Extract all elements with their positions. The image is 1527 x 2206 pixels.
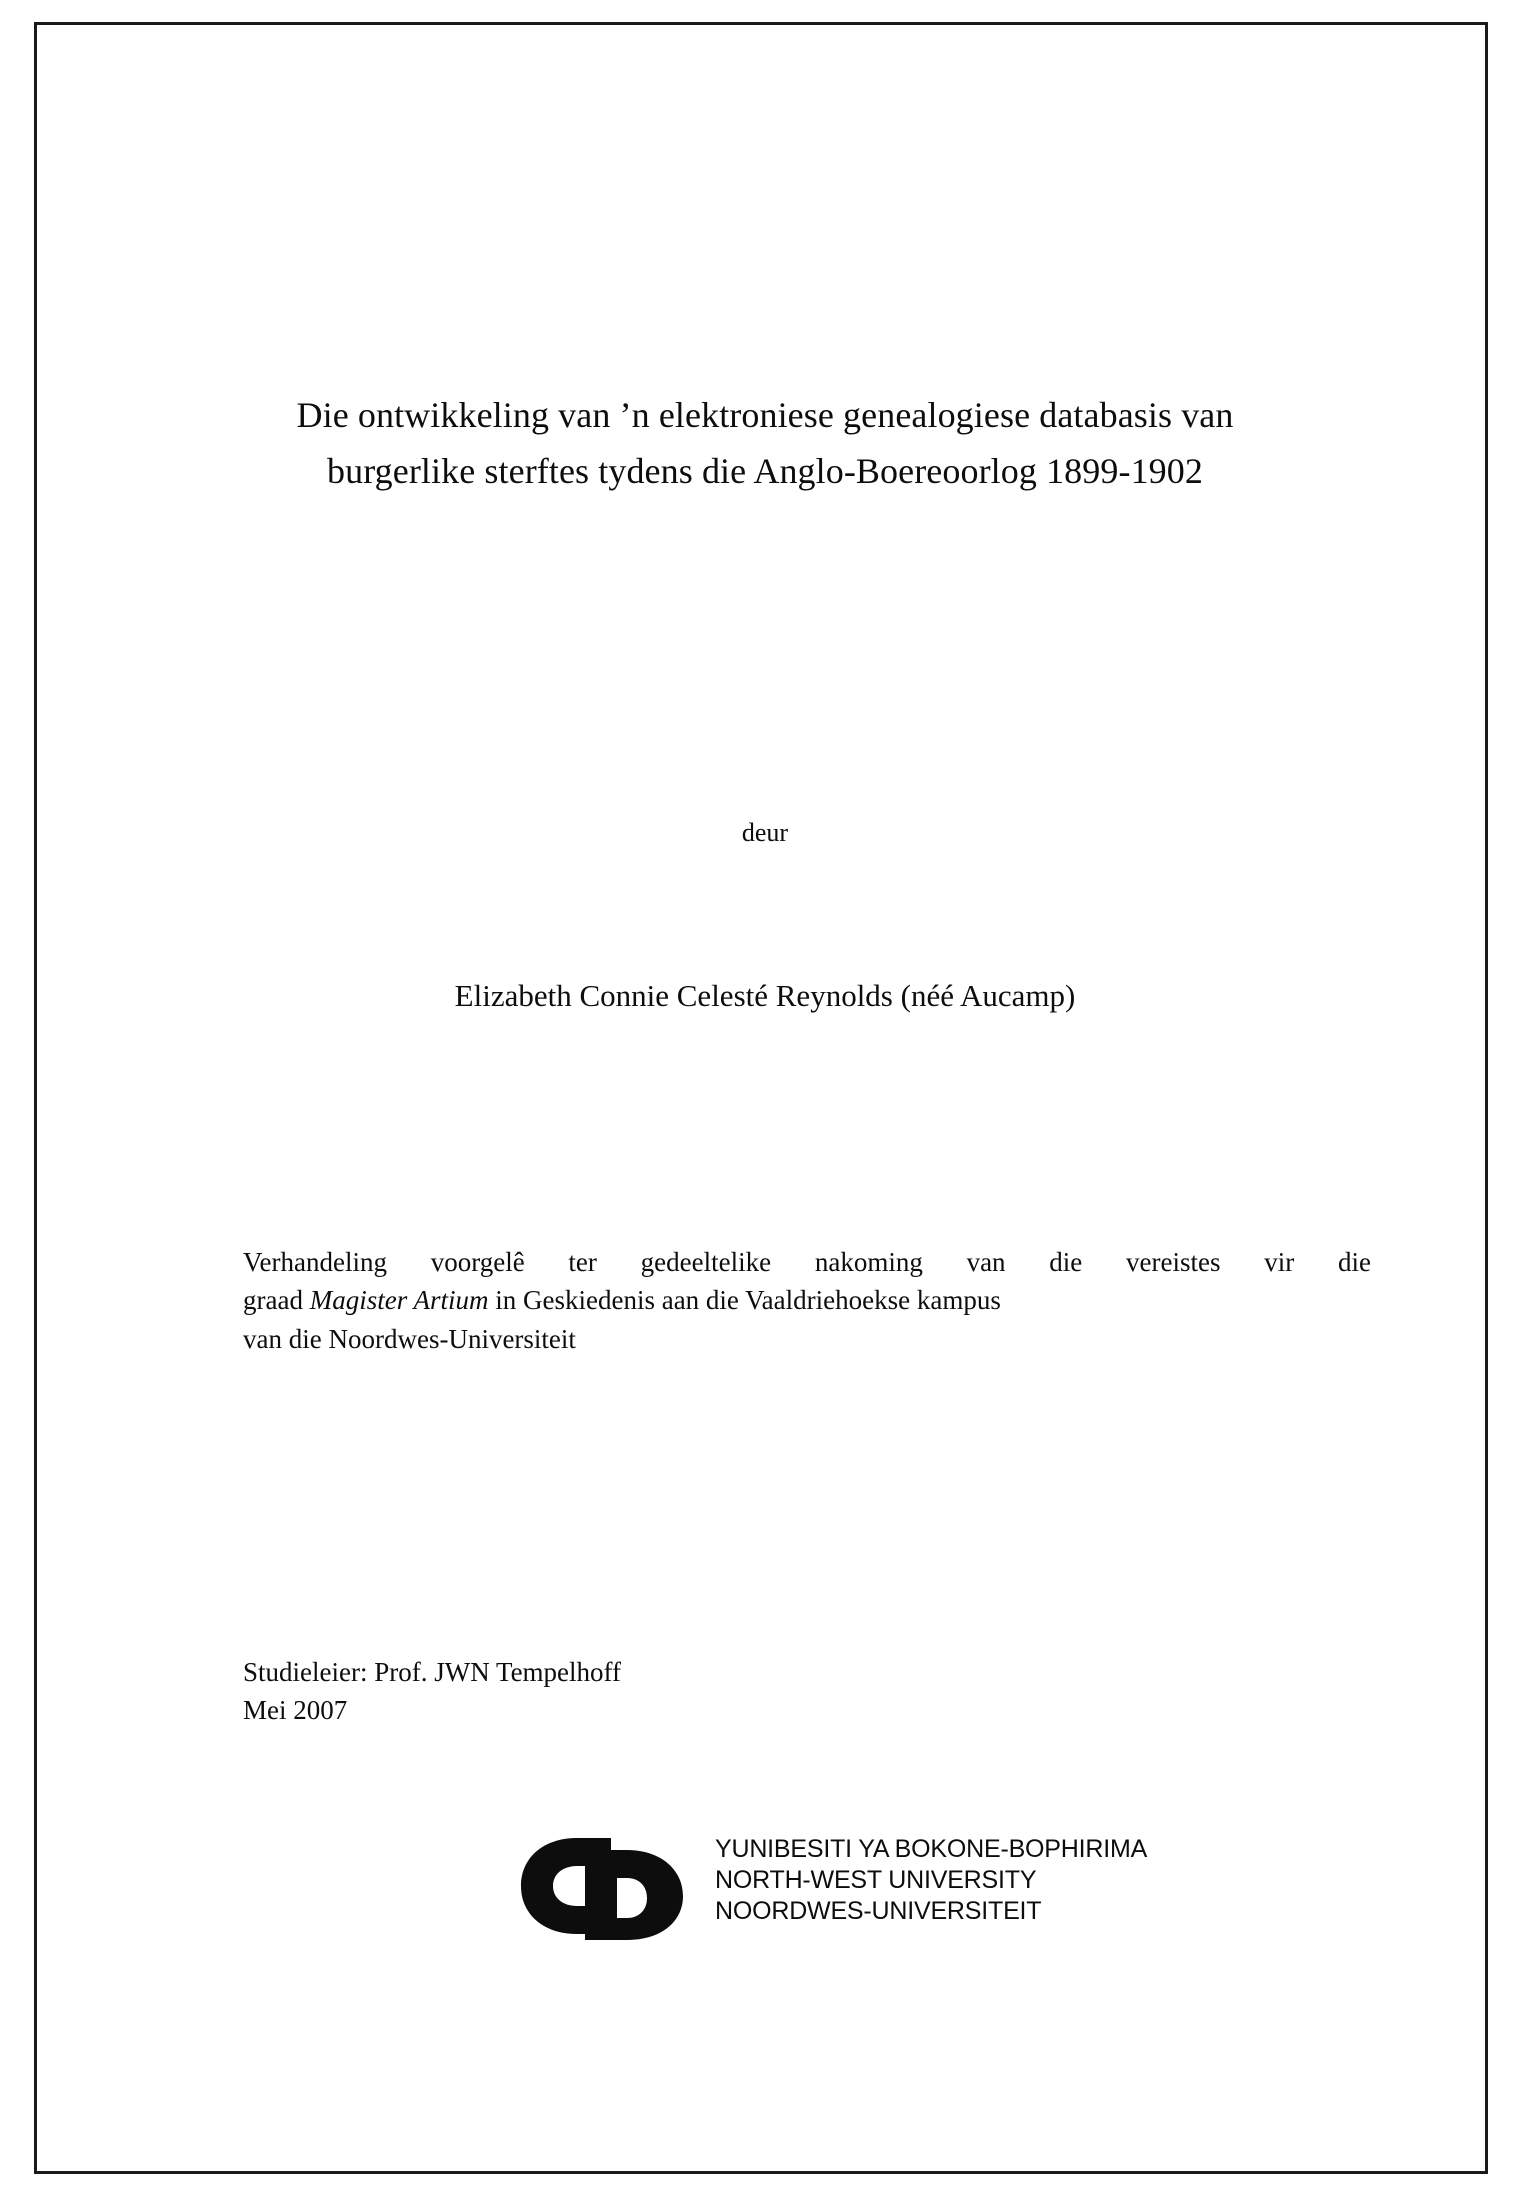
statement-line-1: Verhandeling voorgelê ter gedeeltelike nakoming van die vereistes vir die bbox=[243, 1247, 1371, 1277]
degree-name-italic: Magister Artium bbox=[309, 1285, 489, 1316]
logo-text-line-3: NOORDWES-UNIVERSITEIT bbox=[715, 1897, 1042, 1925]
date-line: Mei 2007 bbox=[243, 1695, 348, 1726]
page-title bbox=[180, 388, 1350, 500]
supervisor-line: Studieleier: Prof. JWN Tempelhoff bbox=[243, 1657, 622, 1687]
author-name: Elizabeth Connie Celesté Reynolds (néé Aucamp) bbox=[454, 978, 1076, 1013]
title-line-2: burgerlike sterftes tydens die Anglo-Boereoorlog 1899-1902 bbox=[327, 450, 1203, 491]
statement-line-3: van die Noordwes-Universiteit bbox=[243, 1323, 576, 1354]
university-logo-text bbox=[715, 1834, 1147, 1927]
statement-line-2-suffix: in Geskiedenis aan die Vaaldriehoekse kampus bbox=[488, 1285, 1001, 1316]
statement-line-2-prefix: graad bbox=[243, 1285, 310, 1316]
statement-line-2 bbox=[243, 1281, 1371, 1319]
north-west-university-logo-mark-icon bbox=[515, 1832, 705, 1940]
logo-text-line-1: YUNIBESITI YA BOKONE-BOPHIRIMA bbox=[715, 1835, 1148, 1863]
degree-statement bbox=[243, 1243, 1371, 1358]
page-content bbox=[60, 48, 1462, 2148]
university-logo bbox=[515, 1828, 1215, 1958]
title-line-1: Die ontwikkeling van ’n elektroniese genealogiese databasis van bbox=[296, 395, 1234, 435]
logo-text-line-2: NORTH-WEST UNIVERSITY bbox=[715, 1866, 1037, 1894]
byline-label: deur bbox=[741, 818, 789, 847]
supervisor-block bbox=[243, 1653, 1143, 1730]
